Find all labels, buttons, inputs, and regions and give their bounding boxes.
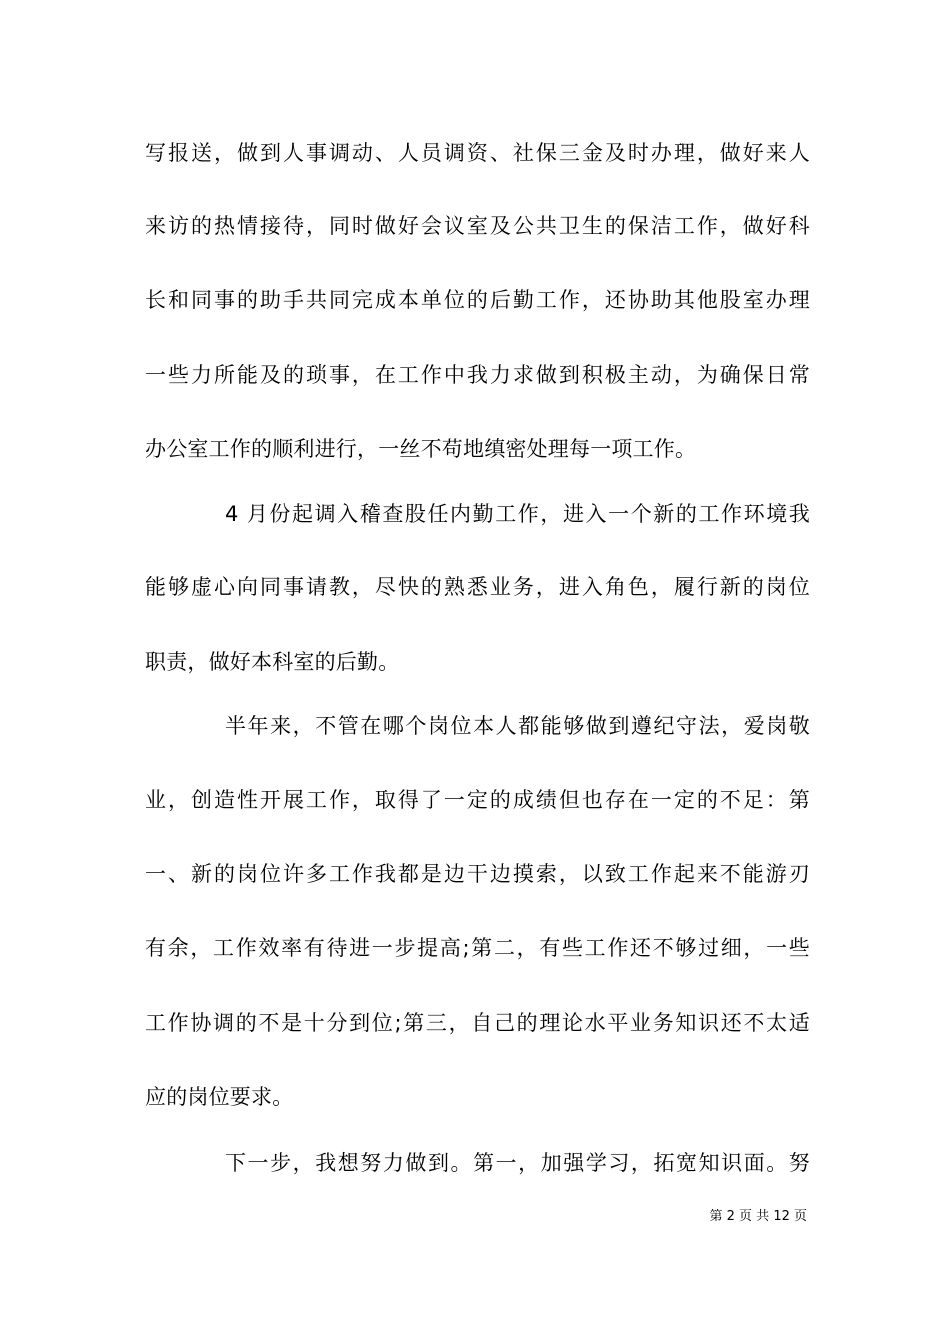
paragraph-first-line: 半年来，不管在哪个岗位本人都能够做到遵纪守法，爱岗敬 <box>225 714 810 738</box>
text-line: 职责，做好本科室的后勤。 <box>145 650 400 674</box>
text-line: 能够虚心向同事请教，尽快的熟悉业务，进入角色，履行新的岗位 <box>145 575 810 599</box>
text-line: 一、新的岗位许多工作我都是边干边摸索，以致工作起来不能游刃 <box>145 862 810 886</box>
text-line: 长和同事的助手共同完成本单位的后勤工作，还协助其他股室办理 <box>145 288 810 312</box>
paragraph-first-line: 下一步，我想努力做到。第一，加强学习，拓宽知识面。努 <box>225 1151 810 1175</box>
page-number-footer: 第 2 页 共 12 页 <box>709 1209 807 1224</box>
text-line: 办公室工作的顺利进行，一丝不苟地缜密处理每一项工作。 <box>145 437 697 461</box>
paragraph-first-line: 4 月份起调入稽查股任内勤工作，进入一个新的工作环境我 <box>225 502 810 526</box>
text-line: 工作协调的不是十分到位;第三，自己的理论水平业务知识还不太适 <box>145 1011 810 1035</box>
text-line: 有余，工作效率有待进一步提高;第二，有些工作还不够过细，一些 <box>145 936 810 960</box>
text-line: 一些力所能及的琐事，在工作中我力求做到积极主动，为确保日常 <box>145 363 810 387</box>
text-line: 应的岗位要求。 <box>145 1085 294 1109</box>
text-line: 业，创造性开展工作，取得了一定的成绩但也存在一定的不足：第 <box>145 788 810 812</box>
text-line: 写报送，做到人事调动、人员调资、社保三金及时办理，做好来人 <box>145 141 810 165</box>
text-line: 来访的热情接待，同时做好会议室及公共卫生的保洁工作，做好科 <box>145 214 810 238</box>
